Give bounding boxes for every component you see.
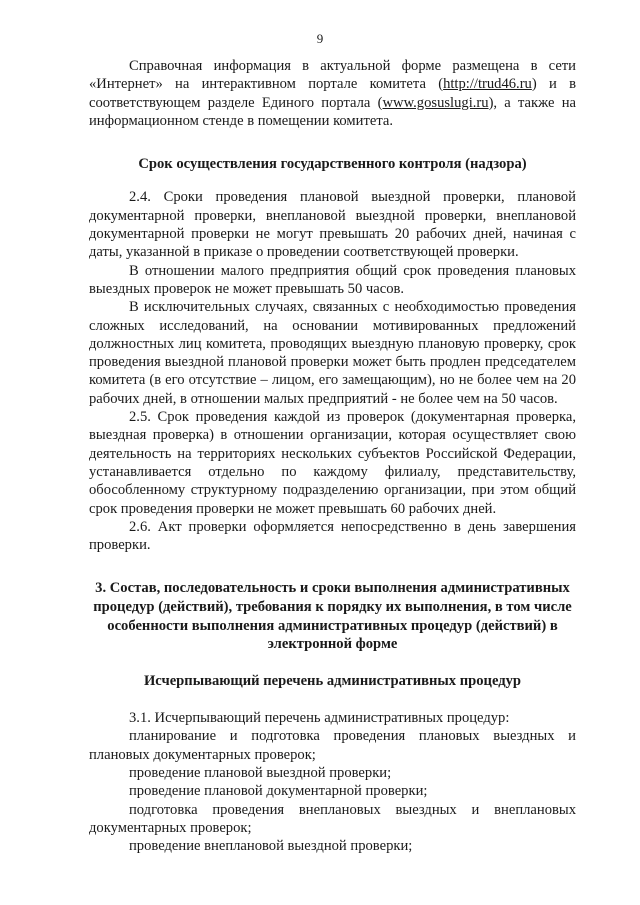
link-trud46[interactable]: http://trud46.ru [443,76,532,93]
paragraph-3-1: 3.1. Исчерпывающий перечень административных процедур: [129,710,510,727]
procedure-item: планирование и подготовка проведения плановых выездных и плановых документарных проверок; [89,728,576,763]
paragraph-2-5: 2.5. Срок проведения каждой из проверок (документарная проверка, выездная проверка) в отношении организации, которая осуществляет свою деятельность на территориях нескольких субъектов Российской Федерации, устанавливается отдельно по каждому филиалу, представительству, обособленному структурному подразделению организации, при этом общий срок проведения проверки не может превышать 60 рабочих дней. [89,409,576,517]
heading-control-period: Срок осуществления государственного контроля (надзора) [138,156,527,173]
procedure-item: проведение внеплановой выездной проверки; [129,838,413,855]
heading-section-3: 3. Состав, последовательность и сроки выполнения административных процедур (действий), требования к порядку их выполнения, в том числе особенности выполнения административных процедур (действий) в электронной форме [93,580,572,653]
link-gosuslugi[interactable]: www.gosuslugi.ru [382,94,489,111]
procedure-item: проведение плановой документарной проверки; [129,783,428,800]
procedure-item: проведение плановой выездной проверки; [129,764,392,781]
page-content [89,57,576,855]
paragraph-2-4: 2.4. Сроки проведения плановой выездной проверки, плановой документарной проверки, внеплановой выездной проверки, внеплановой документарной проверки не могут превышать 20 рабочих дней, начиная с даты, указанной в приказе о проведении соответствующей проверки. [89,189,576,261]
procedure-item: подготовка проведения внеплановых выездных и внеплановых документарных проверок; [89,801,576,836]
heading-procedures-list: Исчерпывающий перечень административных процедур [143,672,522,689]
paragraph-exceptional-cases: В исключительных случаях, связанных с необходимостью проведения сложных исследований, на основании мотивированных предложений должностных лиц комитета, проводящих выездную плановую проверку, срок проведения выездной плановой проверки может быть продлен председателем комитета (в его отсутствие – лицом, его замещающим), но не более чем на 20 рабочих дней, в отношении малых предприятий - не более чем на 50 часов. [89,299,576,407]
paragraph-2-6: 2.6. Акт проверки оформляется непосредственно в день завершения проверки. [89,518,576,554]
paragraph-reference-info: Справочная информация в актуальной форме размещена в сети «Интернет» на интерактивном портале комитета (http://trud46.ru) и в соответствующем разделе Единого портала (www.gosuslugi.ru), а также на информационном стенде в помещении комитета. [89,58,576,129]
page-number: 9 [316,31,324,46]
paragraph-small-business: В отношении малого предприятия общий срок проведения плановых выездных проверок не может превышать 50 часов. [89,262,576,297]
